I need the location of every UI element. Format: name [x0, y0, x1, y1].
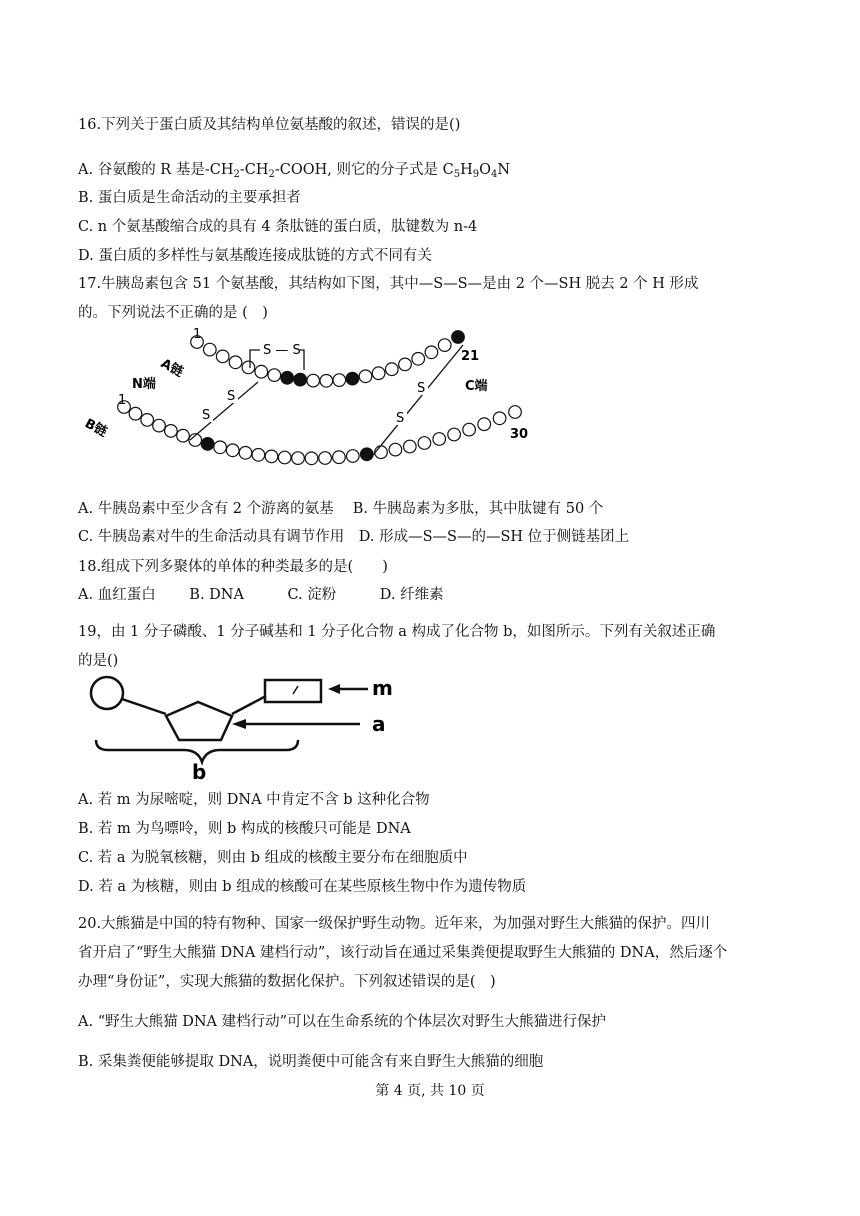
amino-acid-bead: [229, 356, 242, 369]
phosphate-circle: [91, 677, 123, 709]
amino-acid-bead: [204, 343, 217, 356]
amino-acid-bead: [493, 412, 506, 425]
q17-stem-line1: 17.牛胰岛素包含 51 个氨基酸，其结构如下图，其中—S—S—是由 2 个—SH 脱去 2 个 H 形成: [78, 276, 699, 292]
amino-acid-bead: [404, 440, 417, 453]
amino-acid-bead: [418, 437, 431, 450]
q20-stem-line1: 20.大熊猫是中国的特有物种、国家一级保护野生动物。近年来，为加强对野生大熊猫的保护。四川: [78, 916, 711, 932]
q17-options-ab: A. 牛胰岛素中至少含有 2 个游离的氨基 B. 牛胰岛素为多肽，其中肽键有 50 个: [78, 501, 604, 517]
amino-acid-bead: [242, 361, 255, 374]
q16-a-text: O: [479, 162, 491, 178]
amino-acid-bead: [165, 425, 178, 438]
amino-acid-bead: [320, 375, 333, 388]
amino-acid-bead: [359, 370, 372, 383]
amino-acid-bead: [386, 363, 399, 376]
c-terminal-label: C端: [465, 379, 488, 394]
q16-a-sub: 2: [233, 169, 240, 180]
amino-acid-bead: [214, 441, 227, 454]
amino-acid-bead: [372, 367, 385, 380]
amino-acid-bead: [389, 443, 402, 456]
q16-a-sub: 5: [453, 169, 461, 180]
disulfide-s-label: S: [227, 389, 236, 404]
amino-acid-bead: [333, 374, 346, 387]
q16-a-sub: 9: [472, 169, 480, 180]
amino-acid-bead: [399, 358, 412, 371]
amino-acid-bead: [129, 407, 142, 420]
q19-stem-line1: 19，由 1 分子磷酸、1 分子碱基和 1 分子化合物 a 构成了化合物 b，如图所示。下列有关叙述正确: [78, 624, 716, 640]
arrow-head: [328, 684, 340, 694]
amino-acid-bead: [509, 406, 522, 419]
amino-acid-bead: [141, 414, 154, 427]
a-chain-label: A链: [158, 356, 186, 381]
amino-acid-bead: [153, 419, 166, 432]
sugar-base-bond: [232, 696, 266, 714]
a-chain-end-number: 21: [461, 349, 480, 364]
amino-acid-bead: [239, 447, 252, 460]
cysteine-bead: [346, 372, 359, 385]
q20-stem-line2: 省开启了“野生大熊猫 DNA 建档行动”，该行动旨在通过采集粪便提取野生大熊猫的 DNA，然后逐个: [78, 945, 728, 961]
insulin-a-chain: [191, 331, 465, 387]
q18-options: A. 血红蛋白 B. DNA C. 淀粉 D. 纤维素: [78, 587, 444, 603]
amino-acid-bead: [333, 451, 346, 464]
q19-option-d: D. 若 a 为核糖，则由 b 组成的核酸可在某些原核生物中作为遗传物质: [78, 879, 527, 895]
amino-acid-bead: [438, 339, 451, 352]
q16-a-sub: 4: [491, 169, 498, 180]
amino-acid-bead: [347, 450, 360, 463]
nucleotide-structure-figure: [80, 672, 410, 784]
b-chain-start-number: 1: [118, 393, 127, 408]
amino-acid-bead: [226, 444, 239, 457]
q20-option-a: A. “野生大熊猫 DNA 建档行动”可以在生命系统的个体层次对野生大熊猫进行保护: [78, 1014, 607, 1030]
brace: [96, 740, 298, 762]
insulin-b-chain: [118, 401, 522, 465]
cysteine-bead: [281, 372, 294, 385]
amino-acid-bead: [265, 450, 278, 463]
q16-option-d: D. 蛋白质的多样性与氨基酸连接成肽链的方式不同有关: [78, 248, 432, 264]
disulfide-s-label: S: [202, 408, 211, 423]
q17-options-cd: C. 牛胰岛素对牛的生命活动具有调节作用 D. 形成—S—S—的—SH 位于侧链基团上: [78, 529, 630, 545]
amino-acid-bead: [478, 418, 491, 431]
amino-acid-bead: [463, 423, 476, 436]
q17-stem-line2: 的。下列说法不正确的是 ( ): [78, 305, 268, 321]
insulin-structure-figure: [80, 322, 550, 492]
amino-acid-bead: [177, 429, 190, 442]
phosphate-sugar-bond: [122, 699, 166, 714]
q19-option-a: A. 若 m 为尿嘧啶，则 DNA 中肯定不含 b 这种化合物: [78, 792, 430, 808]
label-a: a: [372, 712, 386, 736]
q19-stem-line2: 的是(): [78, 653, 119, 669]
amino-acid-bead: [412, 353, 425, 366]
amino-acid-bead: [433, 433, 446, 446]
n-terminal-label: N端: [132, 377, 156, 392]
cysteine-bead: [452, 331, 465, 344]
cysteine-bead: [294, 373, 307, 386]
arrow-head: [232, 719, 246, 729]
q16-option-a: [78, 160, 510, 180]
amino-acid-bead: [305, 452, 318, 465]
amino-acid-bead: [252, 449, 265, 462]
q16-option-c: C. n 个氨基酸缩合成的具有 4 条肽链的蛋白质，肽键数为 n-4: [78, 219, 478, 235]
q19-option-b: B. 若 m 为鸟嘌呤，则 b 构成的核酸只可能是 DNA: [78, 821, 411, 837]
amino-acid-bead: [268, 369, 281, 382]
q16-option-b: B. 蛋白质是生命活动的主要承担者: [78, 190, 301, 206]
amino-acid-bead: [216, 350, 229, 363]
amino-acid-bead: [319, 452, 332, 465]
amino-acid-bead: [375, 446, 388, 459]
base-rectangle: [265, 680, 321, 702]
q16-stem: 16.下列关于蛋白质及其结构单位氨基酸的叙述，错误的是(): [78, 117, 461, 133]
pentose-sugar-shape: [166, 702, 232, 740]
q20-option-b: B. 采集粪便能够提取 DNA，说明粪便中可能含有来自野生大熊猫的细胞: [78, 1054, 544, 1070]
amino-acid-bead: [425, 346, 438, 359]
b-chain-end-number: 30: [510, 427, 529, 442]
q16-a-text: -CH: [239, 162, 269, 178]
q16-a-sub: 2: [268, 169, 275, 180]
a-chain-start-number: 1: [193, 327, 202, 342]
amino-acid-bead: [307, 374, 320, 387]
cysteine-bead: [201, 438, 214, 451]
cysteine-bead: [361, 448, 374, 461]
amino-acid-bead: [292, 452, 305, 465]
q19-option-c: C. 若 a 为脱氧核糖，则由 b 组成的核酸主要分布在细胞质中: [78, 850, 468, 866]
q16-a-text: A. 谷氨酸的 R 基是-CH: [78, 162, 234, 178]
q18-stem: 18.组成下列多聚体的单体的种类最多的是( ): [78, 559, 388, 575]
q16-a-text: H: [460, 162, 473, 178]
label-b: b: [192, 760, 207, 784]
q16-a-text: N: [497, 162, 511, 178]
page-footer: 第 4 页, 共 10 页: [375, 1083, 485, 1099]
b-chain-label: B链: [82, 416, 110, 441]
inter-chain-disulfide-bond-1: [190, 382, 258, 440]
q16-a-text: -COOH, 则它的分子式是 C: [274, 162, 454, 178]
amino-acid-bead: [448, 428, 461, 441]
disulfide-s-label: S: [396, 411, 405, 426]
disulfide-s-label: S: [417, 381, 426, 396]
label-m: m: [372, 676, 393, 700]
base-mark: [293, 686, 298, 694]
amino-acid-bead: [278, 451, 291, 464]
amino-acid-bead: [255, 365, 268, 378]
q20-stem-line3: 办理“身份证”，实现大熊猫的数据化保护。下列叙述错误的是( ): [78, 974, 496, 990]
disulfide-label-top: S — S: [263, 343, 301, 358]
